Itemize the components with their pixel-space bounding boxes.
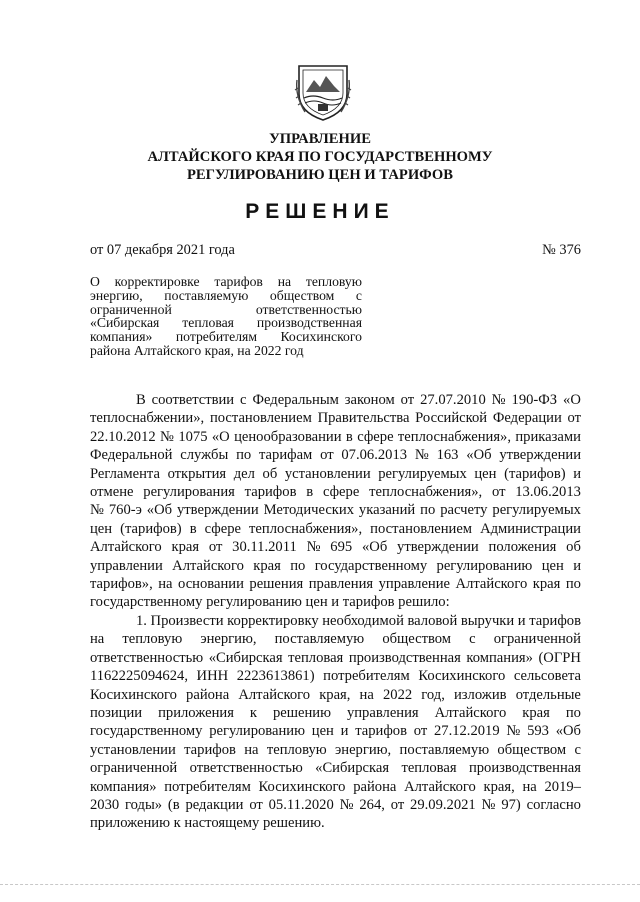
word: ответственностью [255,301,362,317]
word: тепловая [288,649,344,666]
word: обществом [269,287,335,303]
word: необходимой [322,612,404,629]
word: ограниченной [90,760,178,777]
body-line [90,759,581,777]
word: управления [346,704,419,721]
word: 2030 [90,796,120,813]
word: 30.11.2011 [232,539,297,556]
word: от [567,410,581,427]
word: с [240,392,247,408]
body-line [90,796,581,814]
word: теплоснабжения», [369,484,483,501]
word: позиции [90,704,143,721]
decision-body-text [90,391,581,833]
word: от [413,723,428,740]
word: и [573,465,581,482]
word: с [469,631,476,648]
word: управление [378,576,451,593]
word: в [306,484,314,501]
word: 27.07.2010 [420,392,486,408]
word: тарифов [214,274,263,289]
word: постановлением [370,520,473,537]
word: положения [488,539,557,556]
word: отдельные [515,686,581,703]
word: службы [180,447,229,464]
word: тепловую [122,631,183,648]
word: О [90,274,100,289]
word: регулируемых [492,502,581,519]
word: компания» [466,649,533,666]
word: Федеральным [252,392,339,408]
word: валовой [407,612,458,629]
word: «Об [361,539,388,556]
word: № [90,502,104,519]
word: 13.06.2013 [515,484,581,501]
body-line [90,557,581,575]
word: «Об [555,723,581,740]
word: района [186,686,230,703]
word: «Сибирская [90,315,160,331]
word: Алтайского [238,686,311,703]
word: обществом [497,741,567,758]
word: 760-э [108,502,142,519]
word: утверждении [499,447,581,464]
word: цен [474,465,497,482]
subject-line [90,316,362,330]
word: с [355,287,362,303]
word: потребителям [164,778,251,795]
body-line [90,391,581,409]
word: на [90,631,105,648]
word: Косихинского [258,778,346,795]
word: к [249,704,257,721]
word: и [517,612,526,629]
word: Алтайского [172,557,244,574]
word: утверждении [176,502,259,519]
body-line [90,446,581,464]
word: «О [563,392,581,408]
word: и [573,557,581,574]
org-line: АЛТАЙСКОГО КРАЯ ПО ГОСУДАРСТВЕННОМУ [147,149,493,165]
body-line [90,649,581,667]
body-line [90,814,581,832]
word: дел [233,465,255,482]
word: 1. [136,612,147,629]
word: по [565,576,581,593]
word: района [353,778,397,795]
word: государственному [314,557,428,574]
word: 2022 [382,686,413,703]
word: от [491,484,506,501]
word: края [532,576,561,593]
word: приложению к настоящему решению. [90,815,325,832]
word: № [339,796,354,813]
word: по [565,704,581,721]
word: 07.06.2013 [341,447,408,464]
word: сфере [204,520,241,537]
word: Алтайского [404,778,476,795]
word: корректировку [227,612,319,629]
word: об [262,465,278,482]
word: 27.12.2019 [433,723,500,740]
word: сельсовета [513,668,581,685]
subject-line [90,330,362,344]
word: и [340,723,349,740]
body-line [90,465,581,483]
word: основании [178,576,244,593]
word: регулированию [209,723,306,740]
word: «Об [146,502,173,519]
body-line [90,538,581,556]
word: компания» [90,778,157,795]
word: энергию, [200,631,257,648]
word: регулируемых [378,465,467,482]
word: ограниченной [493,631,581,648]
decision-number: № 376 [542,242,581,258]
word: края, [319,686,351,703]
word: тарифов [355,723,407,740]
word: по [420,502,436,519]
word: установлении [284,465,371,482]
word: от [400,392,415,408]
word: тепловая [182,315,234,331]
word: 695 [330,539,353,556]
word: № [481,796,496,813]
word: 1162225094624, [90,668,188,685]
word: тарифам [258,447,313,464]
word: тепловая [401,760,457,777]
body-line [90,428,581,446]
word: теплоснабжения», [397,428,512,445]
word: (тарифов) [504,465,566,482]
word: ценообразовании [234,428,342,445]
body-line [90,520,581,538]
word: 97) [501,796,521,813]
word: обществом [382,631,452,648]
word: сфере [357,428,394,445]
word: Правительства [317,410,410,427]
word: законом [344,392,395,408]
word: правления [308,576,374,593]
subject-line [90,289,362,303]
word: Федеральной [90,447,173,464]
word: поставляемую [399,741,490,758]
body-line [90,741,581,759]
word: 29.09.2021 [410,796,476,813]
word: № [306,539,321,556]
word: цен [90,520,113,537]
word: регулированию [436,557,533,574]
word: края, [483,778,515,795]
word: по [290,557,306,574]
word: Российской [415,410,488,427]
decision-subject [90,275,362,358]
word: энергию, [335,741,392,758]
subject-line [90,303,362,317]
word: производственная [468,760,581,777]
word: по [236,447,252,464]
word: в [345,428,353,445]
word: № [160,428,174,445]
organization-name [0,130,640,184]
org-line: РЕГУЛИРОВАНИЮ ЦЕН И ТАРИФОВ [187,167,453,183]
word: № [414,447,429,464]
word: 22.10.2012 [90,428,156,445]
word: утверждении [397,539,479,556]
body-line [90,483,581,501]
word: ИНН [196,668,229,685]
body-line [90,704,581,722]
word: Алтайского [434,704,507,721]
body-line [90,722,581,740]
document-type-title: РЕШЕНИЕ [245,200,395,223]
word: края [171,539,200,556]
word: (тарифов) [120,520,182,537]
word: в [189,520,197,537]
word: Алтайского [90,539,162,556]
word: (ОГРН [538,649,581,666]
word: корректировке [114,274,200,289]
word: Косихинского [418,668,506,685]
word: В [136,392,146,408]
word: Федерации [492,410,562,427]
word: приложения [158,704,234,721]
word: «Об [466,447,492,464]
word: цен [311,723,334,740]
word: края [253,557,281,574]
word: 190-ФЗ [511,392,558,408]
word: 1075 [178,428,208,445]
word: годы» [125,796,163,813]
word: Алтайского [455,576,528,593]
word: 593 [527,723,549,740]
word: № [506,723,521,740]
word: теплоснабжения», [249,520,363,537]
word: поставляемую [274,631,365,648]
word: края [522,704,550,721]
word: соответствии [151,392,235,408]
org-line: УПРАВЛЕНИЕ [269,131,371,147]
word: энергию, [90,287,143,303]
body-line [90,686,581,704]
word: указаний [358,502,416,519]
decision-date: от 07 декабря 2021 года [90,242,235,258]
word: № [491,392,506,408]
word: Косихинского [280,329,362,345]
word: производственная [348,649,461,666]
word: ответственностью [90,649,204,666]
word: тарифов [184,741,236,758]
word: Произвести [150,612,224,629]
word: государственному регулированию цен и тарифов решило: [90,594,450,611]
word: постановлением [209,410,312,427]
word: на [277,274,292,289]
word: ограниченной [90,301,172,317]
word: теплоснабжении», [90,410,205,427]
page-bottom-edge [0,884,640,885]
body-line [90,612,581,630]
word: тарифов [529,612,581,629]
body-line [90,501,581,519]
word: тарифов [244,484,297,501]
word: района Алтайского края, на 2022 год [90,342,304,358]
word: решению [272,704,331,721]
word: от [390,796,405,813]
word: об [566,539,581,556]
word: Регламента [90,465,160,482]
word: 2223613861) [236,668,315,685]
body-line [90,630,581,648]
body-line [90,778,581,796]
word: на [359,686,374,703]
word: от [320,447,334,464]
word: сфере [322,484,360,501]
coat-of-arms-icon [294,60,352,122]
word: решения [249,576,304,593]
word: потребителям [175,329,258,345]
subject-line [90,344,362,358]
word: цен [541,557,564,574]
word: потребителям [323,668,410,685]
word: «Сибирская [208,649,283,666]
word: изложив [453,686,507,703]
word: редакции [185,796,244,813]
word: с [574,741,581,758]
word: согласно [526,796,581,813]
word: 05.11.2020 [268,796,334,813]
word: год, [421,686,445,703]
word: приказами [515,428,581,445]
word: ответственностью [189,760,303,777]
word: выручки [460,612,515,629]
word: от [208,539,223,556]
word: поставляемую [164,287,249,303]
word: 264, [359,796,385,813]
word: «Сибирская [315,760,390,777]
body-line [90,409,581,427]
word: от [249,796,263,813]
word: на [522,778,537,795]
word: на [244,741,259,758]
word: отмене [90,484,134,501]
word: Методических [263,502,354,519]
word: установлении [90,741,176,758]
body-line [90,575,581,593]
word: на [158,576,173,593]
word: производственная [256,315,362,331]
body-line [90,667,581,685]
word: Администрации [480,520,581,537]
word: тепловую [266,741,327,758]
word: регулирования [143,484,235,501]
word: тепловую [305,274,362,289]
word: государственному [90,723,203,740]
word: управлении [90,557,163,574]
word: 2019– [544,778,581,795]
word: Косихинского [90,686,177,703]
word: 163 [436,447,459,464]
word: компания» [90,329,153,345]
word: (в [167,796,180,813]
word: расчету [440,502,488,519]
word: «О [211,428,230,445]
body-line [90,593,581,611]
word: открытия [167,465,227,482]
subject-line [90,275,362,289]
word: тарифов», [90,576,153,593]
